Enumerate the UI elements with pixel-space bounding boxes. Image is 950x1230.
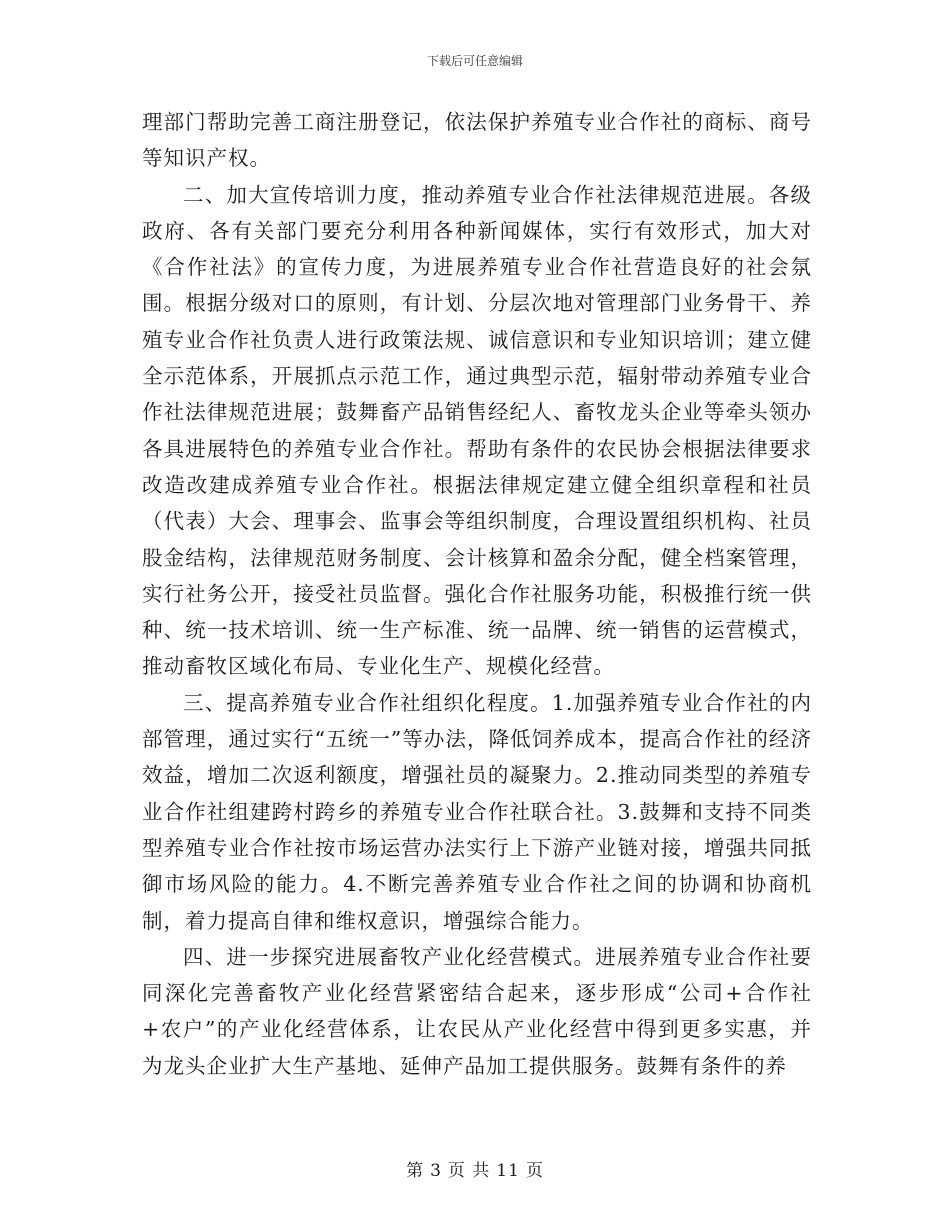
footer-middle: 页 共 xyxy=(447,1161,491,1181)
footer-prefix: 第 xyxy=(406,1161,425,1181)
page-header: 下载后可任意编辑 xyxy=(426,54,523,68)
paragraph-section-2: 二、加大宣传培训力度，推动养殖专业合作社法律规范进展。各级政府、各有关部门要充分利用各种新闻媒体，实行有效形式，加大对《合作社法》的宣传力度，为进展养殖专业合作社营造良好的社会氛围。根据分级对口的原则，有计划、分层次地对管理部门业务骨干、养殖专业合作社负责人进行政策法规、诚信意识和专业知识培训；建立健全示范体系，开展抓点示范工作，通过典型示范，辐射带动养殖专业合作社法律规范进展；鼓舞畜产品销售经纪人、畜牧龙头企业等牵头领办各具进展特色的养殖专业合作社。帮助有条件的农民协会根据法律要求改造改建成养殖专业合作社。根据法律规定建立健全组织章程和社员（代表）大会、理事会、监事会等组织制度，合理设置组织机构、社员股金结构，法律规范财务制度、会计核算和盈余分配，健全档案管理，实行社务公开，接受社员监督。强化合作社服务功能，积极推行统一供种、统一技术培训、统一生产标准、统一品牌、统一销售的运营模式，推动畜牧区域化布局、专业化生产、规模化经营。 xyxy=(142,182,812,679)
page-footer xyxy=(0,1156,950,1181)
paragraph-continuation: 理部门帮助完善工商注册登记，依法保护养殖专业合作社的商标、商号等知识产权。 xyxy=(142,110,812,171)
footer-page-number: 3 xyxy=(430,1161,442,1181)
footer-total-pages: 11 xyxy=(496,1161,520,1181)
paragraph-section-4: 四、进一步探究进展畜牧产业化经营模式。进展养殖专业合作社要同深化完善畜牧产业化经营紧密结合起来，逐步形成“公司+合作社+农户”的产业化经营体系，让农民从产业化经营中得到更多实惠，并为龙头企业扩大生产基地、延伸产品加工提供服务。鼓舞有条件的养 xyxy=(142,944,812,1078)
footer-suffix: 页 xyxy=(525,1161,544,1181)
paragraph-section-3: 三、提高养殖专业合作社组织化程度。1.加强养殖专业合作社的内部管理，通过实行“五统一”等办法，降低饲养成本，提高合作社的经济效益，增加二次返利额度，增强社员的凝聚力。2.推动同类型的养殖专业合作社组建跨村跨乡的养殖专业合作社联合社。3.鼓舞和支持不同类型养殖专业合作社按市场运营办法实行上下游产业链对接，增强共同抵御市场风险的能力。4.不断完善养殖专业合作社之间的协调和协商机制，着力提高自律和维权意识，增强综合能力。 xyxy=(142,690,812,933)
document-body xyxy=(142,104,812,1084)
